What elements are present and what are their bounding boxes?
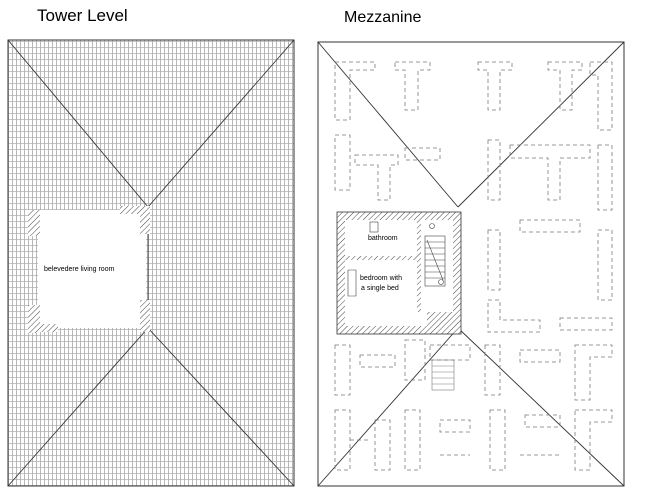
partition-hatch xyxy=(345,256,417,260)
wall-hatch xyxy=(28,210,40,236)
tower-level-title: Tower Level xyxy=(37,6,128,25)
mezzanine-title: Mezzanine xyxy=(344,9,422,26)
bathroom-label: bathroom xyxy=(368,235,398,242)
bedroom-label-line1: bedroom with xyxy=(360,275,403,282)
apartment-block xyxy=(337,212,461,334)
wall-hatch xyxy=(140,206,150,234)
tower-level-plan xyxy=(8,40,294,486)
mezzanine-plan xyxy=(318,42,624,486)
partition-hatch xyxy=(417,220,421,312)
belvedere-room-label: belevedere living room xyxy=(44,266,115,273)
bedroom-room xyxy=(345,312,427,326)
wall-hatch xyxy=(28,324,58,332)
bedroom-label-line2: a single bed xyxy=(361,285,399,292)
wall-hatch xyxy=(140,300,150,332)
